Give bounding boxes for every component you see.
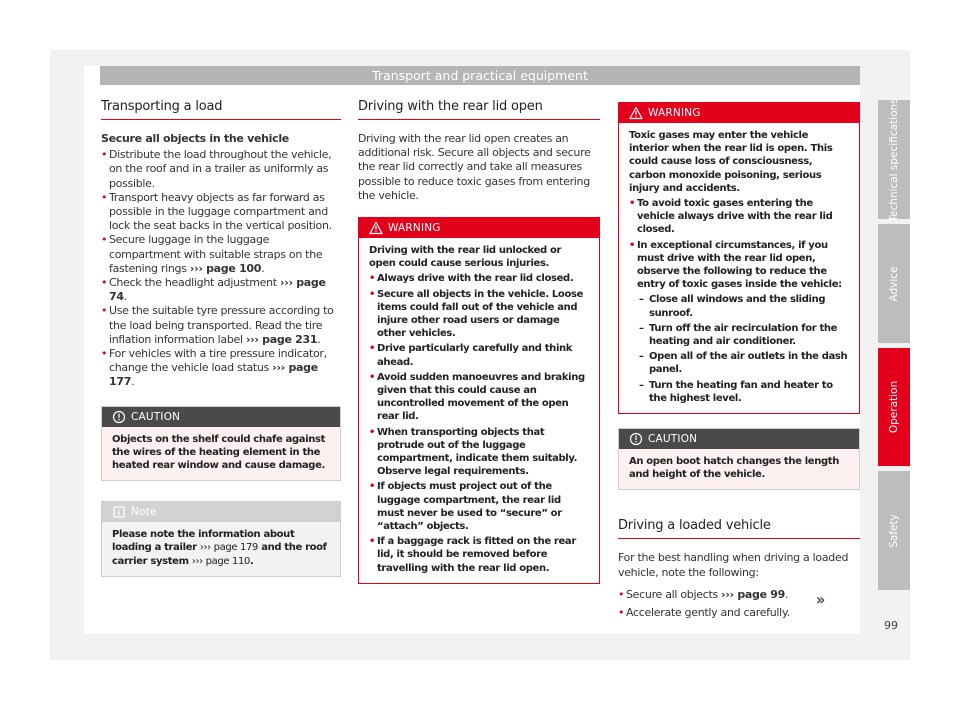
page-number: 99: [884, 619, 898, 632]
page-link[interactable]: ››› page 99: [721, 587, 785, 601]
section-title-transporting-load: Transporting a load: [101, 99, 341, 120]
list-item: • Secure luggage in the luggage compartment with suitable straps on the fastening rings ››› page 100.: [101, 233, 341, 276]
list-item: • Distribute the load throughout the vehicle, on the roof and in a trailer as uniformly as possible.: [101, 148, 341, 191]
note-header: Note: [102, 502, 340, 522]
sub-list-item: – Close all windows and the sliding sunroof.: [629, 293, 849, 319]
warning-triangle-icon: [369, 221, 383, 235]
list-item: • Always drive with the rear lid closed.: [369, 272, 589, 285]
intro-text: Driving with the rear lid open creates an additional risk. Secure all objects and secure the rear lid correctly and take all measures possible to reduce toxic gases from entering the vehicle.: [358, 132, 591, 202]
list-item: • Secure all objects in the vehicle. Loose items could fall out of the vehicle and injure other road users or damage other vehicles.: [369, 288, 589, 341]
page-link[interactable]: ››› page 177: [109, 361, 318, 389]
page-link[interactable]: ››› page 231: [245, 332, 318, 346]
list-item: • Secure all objects ››› page 99.: [618, 588, 860, 602]
list-item: • Check the headlight adjustment ››› page 74.: [101, 276, 341, 304]
warning-triangle-icon: [629, 106, 643, 120]
list-item: • Use the suitable tyre pressure according to the load being transported. Read the tire inflation information label ››› page 231.: [101, 304, 341, 347]
caution-text: Objects on the shelf could chafe against the wires of the heating element in the heated rear window and cause damage.: [102, 427, 340, 481]
column-left: [101, 99, 341, 577]
list-item: • For vehicles with a tire pressure indicator, change the vehicle load status ››› page 177.: [101, 347, 341, 390]
list-item: • Accelerate gently and carefully.: [618, 606, 860, 620]
warning-text: Toxic gases may enter the vehicle interior when the rear lid is open. This could cause loss of consciousness, carbon monoxide poisoning, serious injury and accidents. • To avoid toxic gases entering the vehicle always drive with the rear lid closed. • In exceptional circumstances, if you must drive with the rear lid open, observe the following to reduce the entry of toxic gases inside the vehicle: – Close all windows and the sliding sunroof. – Turn off the air recirculation for the heating and air conditioner. – Open all of the air outlets in the dash panel. – Turn the heating fan and heater to the highest level.: [619, 123, 859, 413]
chapter-header: Transport and practical equipment: [100, 66, 860, 85]
list-item: • Drive particularly carefully and think ahead.: [369, 342, 589, 368]
warning-header: WARNING: [359, 218, 599, 238]
info-icon: [112, 505, 126, 519]
warning-box-toxic-gases: [618, 102, 860, 414]
warning-text: Driving with the rear lid unlocked or open could cause serious injuries. • Always drive with the rear lid closed. • Secure all objects in the vehicle. Loose items could fall out of the vehicle and injure other road users or damage other vehicles. • Drive particularly carefully and think ahead. • Avoid sudden manoeuvres and braking given that this could cause an uncontrolled movement of the open rear lid. • When transporting objects that protrude out of the luggage compartment, indicate them suitably. Observe legal requirements. • If objects must project out of the luggage compartment, the rear lid must never be used to “secure” or “attach” objects. • If a baggage rack is fitted on the rear lid, it should be removed before travelling with the rear lid open.: [359, 238, 599, 583]
section-title-rear-lid-open: Driving with the rear lid open: [358, 99, 600, 120]
tab-operation[interactable]: Operation: [878, 348, 910, 466]
warning-header: WARNING: [619, 103, 859, 123]
tab-technical-specifications[interactable]: Technical specifications: [878, 100, 910, 219]
column-right: [618, 99, 860, 620]
section-title-loaded-vehicle: Driving a loaded vehicle: [618, 518, 860, 539]
continued-mark: »: [816, 590, 826, 609]
sub-list-item: – Open all of the air outlets in the dash panel.: [629, 350, 849, 376]
sub-list-item: – Turn the heating fan and heater to the highest level.: [629, 379, 849, 405]
intro-text: For the best handling when driving a loaded vehicle, note the following:: [618, 551, 849, 579]
page-link[interactable]: ››› page 110: [191, 555, 251, 567]
column-middle: [358, 99, 600, 584]
note-box: [101, 501, 341, 577]
caution-box: [618, 428, 860, 490]
warning-box: [358, 217, 600, 584]
sub-list-item: – Turn off the air recirculation for the heating and air conditioner.: [629, 322, 849, 348]
tab-safety[interactable]: Safety: [878, 471, 910, 590]
note-text: Please note the information about loading a trailer ››› page 179 and the roof carrier system ››› page 110.: [102, 522, 340, 576]
list-item: • In exceptional circumstances, if you must drive with the rear lid open, observe the following to reduce the entry of toxic gases inside the vehicle:: [629, 239, 849, 292]
page-link[interactable]: ››› page 74: [109, 276, 326, 304]
load-instructions-list: [101, 148, 341, 389]
caution-header: CAUTION: [619, 429, 859, 449]
list-item: • To avoid toxic gases entering the vehicle always drive with the rear lid closed.: [629, 197, 849, 237]
caution-icon: [629, 432, 643, 446]
list-item: • Avoid sudden manoeuvres and braking given that this could cause an uncontrolled movement of the open rear lid.: [369, 371, 589, 424]
list-item: • If a baggage rack is fitted on the rear lid, it should be removed before travelling with the rear lid open.: [369, 535, 589, 575]
subheading-secure-objects: Secure all objects in the vehicle: [101, 132, 289, 145]
list-item: • If objects must project out of the luggage compartment, the rear lid must never be used to “secure” or “attach” objects.: [369, 480, 589, 533]
caution-box: [101, 406, 341, 482]
caution-text: An open boot hatch changes the length and height of the vehicle.: [619, 449, 859, 489]
tab-advice[interactable]: Advice: [878, 224, 910, 343]
page-link[interactable]: ››› page 179: [199, 542, 259, 554]
caution-icon: [112, 410, 126, 424]
list-item: • When transporting objects that protrude out of the luggage compartment, indicate them suitably. Observe legal requirements.: [369, 426, 589, 479]
caution-header: CAUTION: [102, 407, 340, 427]
page-link[interactable]: ››› page 100: [189, 261, 262, 275]
list-item: • Transport heavy objects as far forward as possible in the luggage compartment and lock the seat backs in the vertical position.: [101, 191, 341, 234]
